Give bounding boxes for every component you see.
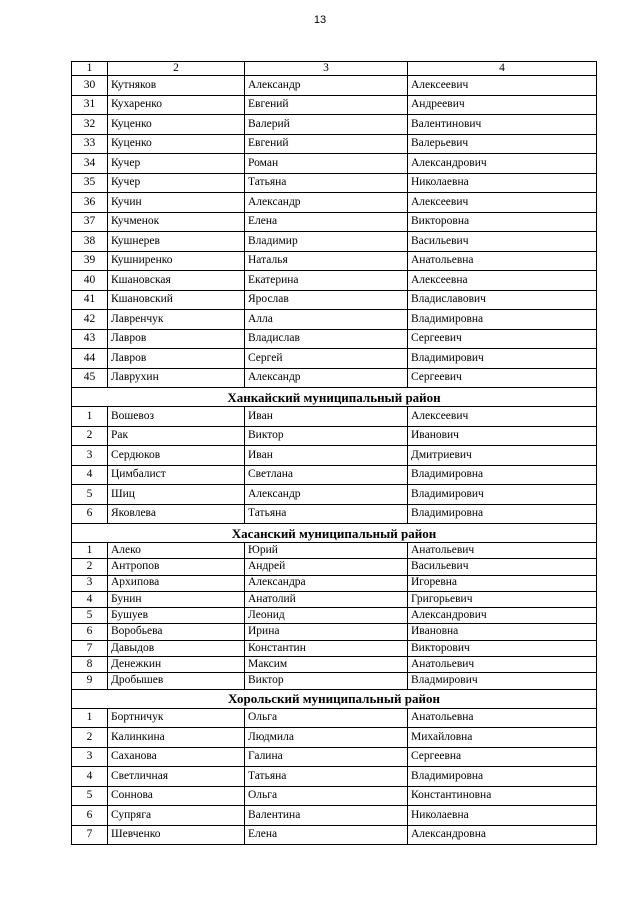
first-name: Андрей <box>245 559 408 575</box>
column-header: 3 <box>245 62 408 76</box>
first-name: Татьяна <box>245 767 408 787</box>
last-name: Кучменок <box>108 212 245 232</box>
table-row <box>72 485 597 505</box>
row-number: 35 <box>72 173 108 193</box>
patronymic: Григорьевич <box>408 591 597 607</box>
patronymic: Сергеевна <box>408 747 597 767</box>
row-number: 5 <box>72 786 108 806</box>
table-row <box>72 154 597 174</box>
patronymic: Владимирович <box>408 349 597 369</box>
first-name: Виктор <box>245 673 408 689</box>
row-number: 39 <box>72 251 108 271</box>
row-number: 42 <box>72 310 108 330</box>
last-name: Шевченко <box>108 825 245 845</box>
last-name: Бунин <box>108 591 245 607</box>
first-name: Роман <box>245 154 408 174</box>
row-number: 37 <box>72 212 108 232</box>
patronymic: Игоревна <box>408 575 597 591</box>
first-name: Максим <box>245 657 408 673</box>
first-name: Иван <box>245 446 408 466</box>
last-name: Кучер <box>108 173 245 193</box>
row-number: 3 <box>72 575 108 591</box>
row-number: 38 <box>72 232 108 252</box>
last-name: Кухаренко <box>108 95 245 115</box>
last-name: Кучин <box>108 193 245 213</box>
first-name: Константин <box>245 640 408 656</box>
table-row <box>72 173 597 193</box>
last-name: Светличная <box>108 767 245 787</box>
row-number: 30 <box>72 76 108 96</box>
table-row <box>72 767 597 787</box>
table-row <box>72 310 597 330</box>
table-row <box>72 76 597 96</box>
district-heading-row <box>72 689 597 708</box>
first-name: Наталья <box>245 251 408 271</box>
patronymic: Константиновна <box>408 786 597 806</box>
last-name: Сердюков <box>108 446 245 466</box>
district-heading-row <box>72 388 597 407</box>
table-row <box>72 446 597 466</box>
table-row <box>72 271 597 291</box>
patronymic: Николаевна <box>408 806 597 826</box>
last-name: Дробышев <box>108 673 245 689</box>
last-name: Яковлева <box>108 504 245 524</box>
last-name: Бортничук <box>108 708 245 728</box>
patronymic: Владимирович <box>408 485 597 505</box>
last-name: Архипова <box>108 575 245 591</box>
patronymic: Андреевич <box>408 95 597 115</box>
first-name: Галина <box>245 747 408 767</box>
patronymic: Иванович <box>408 426 597 446</box>
first-name: Евгений <box>245 95 408 115</box>
patronymic: Валерьевич <box>408 134 597 154</box>
patronymic: Алексеевич <box>408 193 597 213</box>
patronymic: Ивановна <box>408 624 597 640</box>
table-row <box>72 608 597 624</box>
patronymic: Сергеевич <box>408 368 597 388</box>
table-row <box>72 232 597 252</box>
first-name: Татьяна <box>245 173 408 193</box>
table-row <box>72 806 597 826</box>
last-name: Денежкин <box>108 657 245 673</box>
row-number: 43 <box>72 329 108 349</box>
first-name: Александр <box>245 76 408 96</box>
table-row <box>72 193 597 213</box>
row-number: 6 <box>72 504 108 524</box>
patronymic: Александровна <box>408 825 597 845</box>
first-name: Валерий <box>245 115 408 135</box>
column-header: 2 <box>108 62 245 76</box>
last-name: Лавров <box>108 349 245 369</box>
last-name: Соннова <box>108 786 245 806</box>
table-row <box>72 747 597 767</box>
table-row <box>72 504 597 524</box>
patronymic: Васильевич <box>408 232 597 252</box>
patronymic: Анатольевна <box>408 251 597 271</box>
roster-table <box>71 61 597 845</box>
patronymic: Владимировна <box>408 504 597 524</box>
table-row <box>72 575 597 591</box>
row-number: 9 <box>72 673 108 689</box>
last-name: Супряга <box>108 806 245 826</box>
first-name: Алла <box>245 310 408 330</box>
row-number: 1 <box>72 543 108 559</box>
first-name: Александра <box>245 575 408 591</box>
table-row <box>72 657 597 673</box>
patronymic: Васильевич <box>408 559 597 575</box>
patronymic: Викторович <box>408 640 597 656</box>
first-name: Татьяна <box>245 504 408 524</box>
first-name: Александр <box>245 193 408 213</box>
patronymic: Сергеевич <box>408 329 597 349</box>
table-row <box>72 368 597 388</box>
first-name: Ярослав <box>245 290 408 310</box>
last-name: Калинкина <box>108 728 245 748</box>
last-name: Саханова <box>108 747 245 767</box>
district-heading: Ханкайский муниципальный район <box>72 388 597 407</box>
last-name: Бушуев <box>108 608 245 624</box>
last-name: Кушнерев <box>108 232 245 252</box>
patronymic: Николаевна <box>408 173 597 193</box>
row-number: 31 <box>72 95 108 115</box>
first-name: Елена <box>245 825 408 845</box>
first-name: Светлана <box>245 465 408 485</box>
table-row <box>72 407 597 427</box>
last-name: Лаврухин <box>108 368 245 388</box>
table-row <box>72 640 597 656</box>
patronymic: Михайловна <box>408 728 597 748</box>
first-name: Ольга <box>245 708 408 728</box>
last-name: Кшановский <box>108 290 245 310</box>
patronymic: Владиславович <box>408 290 597 310</box>
table-row <box>72 559 597 575</box>
last-name: Кутняков <box>108 76 245 96</box>
last-name: Цимбалист <box>108 465 245 485</box>
table-row <box>72 825 597 845</box>
first-name: Владислав <box>245 329 408 349</box>
roster-body <box>72 62 597 845</box>
row-number: 6 <box>72 624 108 640</box>
table-row <box>72 465 597 485</box>
table-row <box>72 134 597 154</box>
row-number: 32 <box>72 115 108 135</box>
last-name: Кушниренко <box>108 251 245 271</box>
row-number: 8 <box>72 657 108 673</box>
row-number: 1 <box>72 708 108 728</box>
page-number: 13 <box>313 14 327 26</box>
row-number: 5 <box>72 485 108 505</box>
column-header: 1 <box>72 62 108 76</box>
patronymic: Анатольевич <box>408 543 597 559</box>
row-number: 2 <box>72 728 108 748</box>
first-name: Анатолий <box>245 591 408 607</box>
first-name: Елена <box>245 212 408 232</box>
district-heading-row <box>72 524 597 543</box>
table-row <box>72 708 597 728</box>
table-row <box>72 591 597 607</box>
last-name: Лавров <box>108 329 245 349</box>
last-name: Рак <box>108 426 245 446</box>
row-number: 7 <box>72 825 108 845</box>
row-number: 36 <box>72 193 108 213</box>
table-row <box>72 329 597 349</box>
patronymic: Алексеевна <box>408 271 597 291</box>
row-number: 3 <box>72 747 108 767</box>
patronymic: Александрович <box>408 154 597 174</box>
table-row <box>72 290 597 310</box>
table-row <box>72 543 597 559</box>
last-name: Вошевоз <box>108 407 245 427</box>
last-name: Алеко <box>108 543 245 559</box>
row-number: 41 <box>72 290 108 310</box>
patronymic: Викторовна <box>408 212 597 232</box>
row-number: 4 <box>72 767 108 787</box>
patronymic: Владмирович <box>408 673 597 689</box>
column-header: 4 <box>408 62 597 76</box>
first-name: Владимир <box>245 232 408 252</box>
patronymic: Алексеевич <box>408 407 597 427</box>
row-number: 4 <box>72 591 108 607</box>
table-row <box>72 115 597 135</box>
first-name: Юрий <box>245 543 408 559</box>
first-name: Александр <box>245 368 408 388</box>
first-name: Иван <box>245 407 408 427</box>
last-name: Антропов <box>108 559 245 575</box>
table-row <box>72 426 597 446</box>
district-heading: Хорольский муниципальный район <box>72 689 597 708</box>
last-name: Кучер <box>108 154 245 174</box>
first-name: Сергей <box>245 349 408 369</box>
first-name: Александр <box>245 485 408 505</box>
last-name: Куценко <box>108 134 245 154</box>
table-row <box>72 624 597 640</box>
table-row <box>72 95 597 115</box>
first-name: Леонид <box>245 608 408 624</box>
first-name: Виктор <box>245 426 408 446</box>
row-number: 40 <box>72 271 108 291</box>
last-name: Давыдов <box>108 640 245 656</box>
table-row <box>72 786 597 806</box>
last-name: Шиц <box>108 485 245 505</box>
patronymic: Владимировна <box>408 310 597 330</box>
row-number: 7 <box>72 640 108 656</box>
row-number: 5 <box>72 608 108 624</box>
row-number: 45 <box>72 368 108 388</box>
patronymic: Александрович <box>408 608 597 624</box>
row-number: 4 <box>72 465 108 485</box>
row-number: 34 <box>72 154 108 174</box>
row-number: 2 <box>72 426 108 446</box>
last-name: Кшановская <box>108 271 245 291</box>
table-row <box>72 728 597 748</box>
row-number: 6 <box>72 806 108 826</box>
last-name: Лавренчук <box>108 310 245 330</box>
first-name: Ольга <box>245 786 408 806</box>
last-name: Куценко <box>108 115 245 135</box>
first-name: Валентина <box>245 806 408 826</box>
table-row <box>72 212 597 232</box>
first-name: Ирина <box>245 624 408 640</box>
district-heading: Хасанский муниципальный район <box>72 524 597 543</box>
row-number: 44 <box>72 349 108 369</box>
patronymic: Дмитриевич <box>408 446 597 466</box>
table-row <box>72 349 597 369</box>
patronymic: Владимировна <box>408 465 597 485</box>
table-row <box>72 673 597 689</box>
last-name: Воробьева <box>108 624 245 640</box>
patronymic: Анатольевич <box>408 657 597 673</box>
table-row <box>72 251 597 271</box>
patronymic: Владимировна <box>408 767 597 787</box>
patronymic: Алексеевич <box>408 76 597 96</box>
patronymic: Валентинович <box>408 115 597 135</box>
row-number: 3 <box>72 446 108 466</box>
row-number: 1 <box>72 407 108 427</box>
patronymic: Анатольевна <box>408 708 597 728</box>
column-header-row <box>72 62 597 76</box>
row-number: 33 <box>72 134 108 154</box>
first-name: Евгений <box>245 134 408 154</box>
first-name: Людмила <box>245 728 408 748</box>
first-name: Екатерина <box>245 271 408 291</box>
row-number: 2 <box>72 559 108 575</box>
